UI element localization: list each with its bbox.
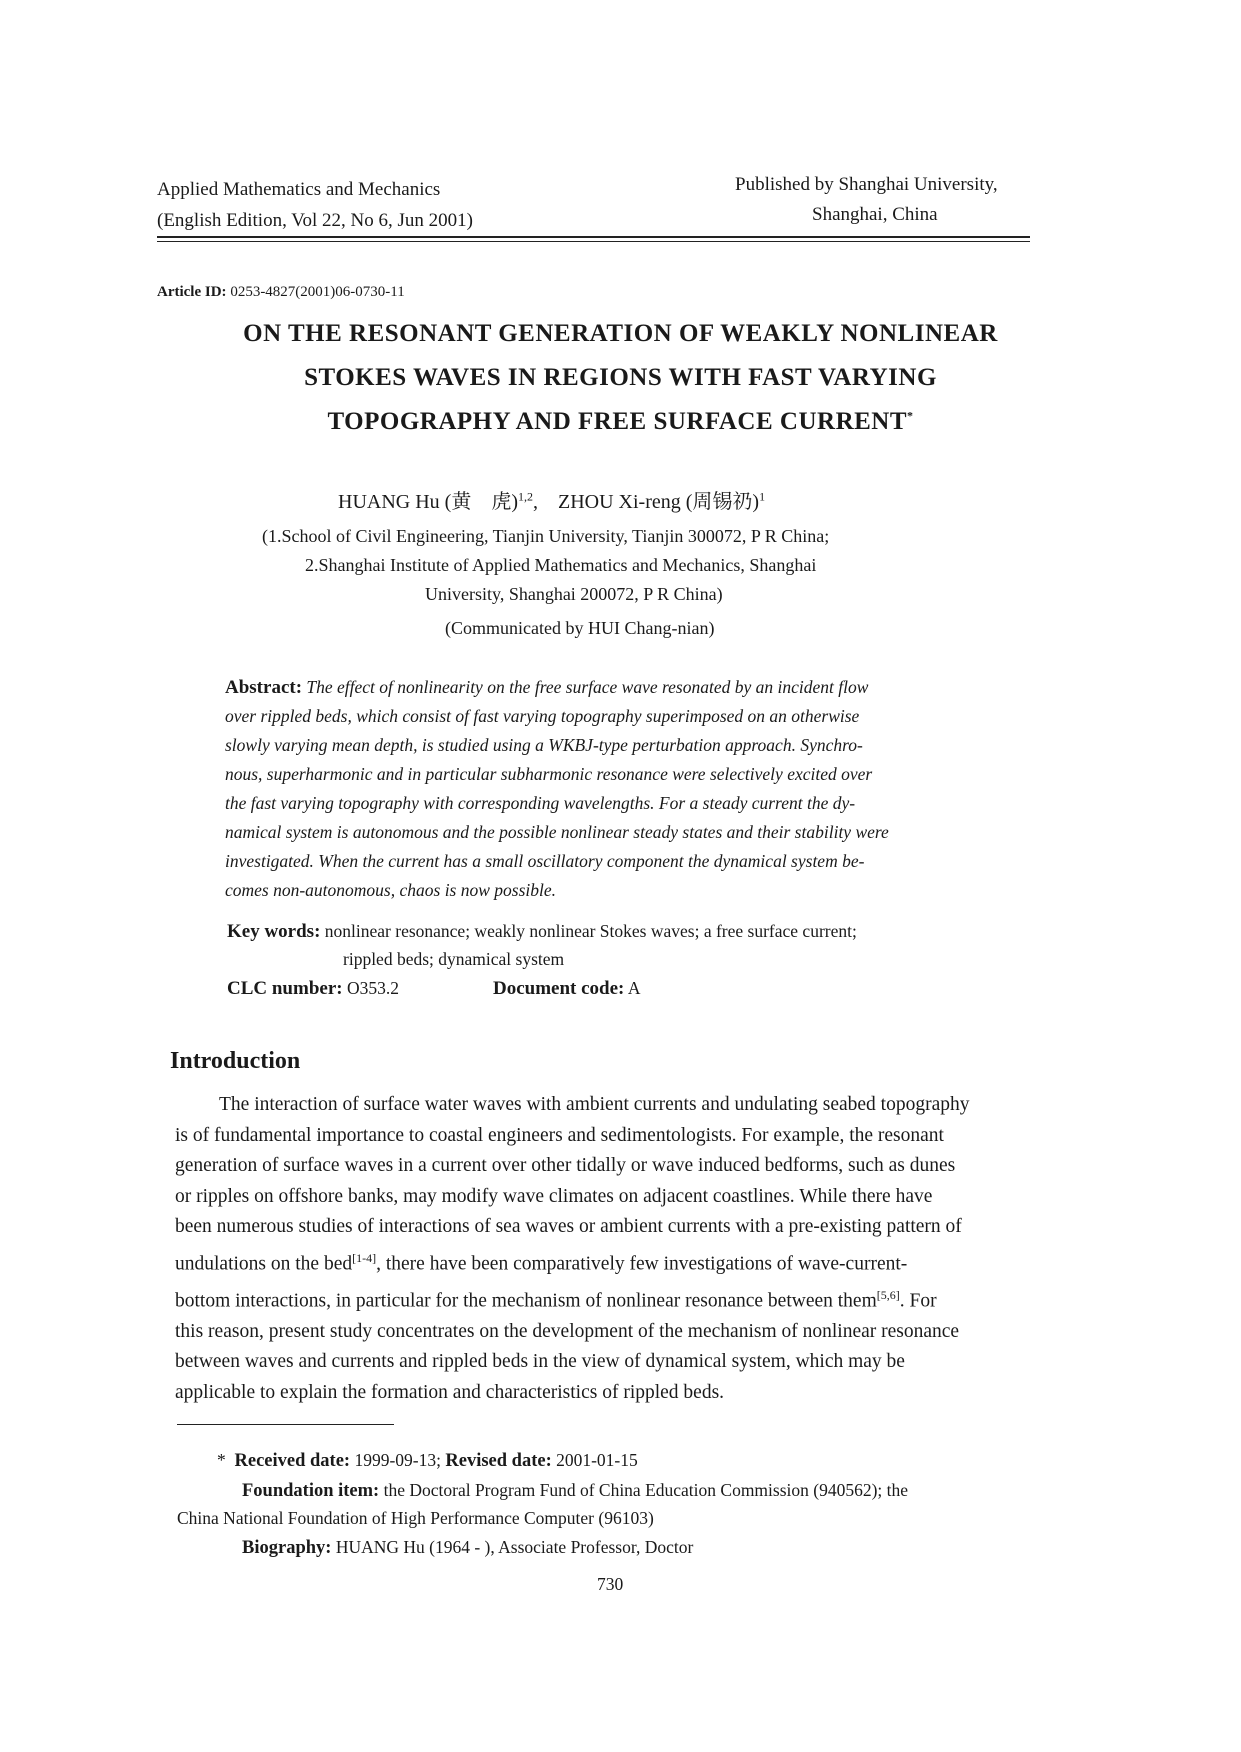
author-1: HUANG Hu (黄 虎) — [338, 491, 518, 513]
intro-line: bottom interactions, in particular for the mechanism of nonlinear resonance between them[5,6]. For — [175, 1287, 937, 1311]
clc-number — [227, 974, 399, 1003]
article-id — [157, 284, 405, 301]
citation-ref[interactable]: [1-4] — [352, 1250, 377, 1265]
title-footnote-mark: * — [907, 408, 914, 423]
author-2: ZHOU Xi-reng (周锡礽) — [557, 491, 760, 513]
intro-line: between waves and currents and rippled beds in the view of dynamical system, which may be — [175, 1351, 905, 1372]
header-rule-bottom — [157, 241, 1030, 242]
abstract-line: over rippled beds, which consist of fast varying topography superimposed on an otherwise — [225, 706, 860, 726]
section-heading-introduction: Introduction — [170, 1048, 301, 1074]
received-date: 1999-09-13; — [354, 1450, 441, 1470]
footnote-foundation — [242, 1476, 908, 1506]
citation-ref[interactable]: [5,6] — [876, 1287, 900, 1302]
abstract-line: Abstract: The effect of nonlinearity on the free surface wave resonated by an incident flow — [225, 677, 869, 698]
footnote-dates — [217, 1446, 638, 1476]
keywords-line-1: nonlinear resonance; weakly nonlinear Stokes waves; a free surface current; — [324, 921, 857, 941]
title-line-2: STOKES WAVES IN REGIONS WITH FAST VARYING — [304, 364, 937, 391]
author-separator: , — [532, 491, 538, 513]
clc-value: O353.2 — [346, 978, 399, 998]
clc-label: CLC number: — [227, 978, 343, 999]
abstract-line: slowly varying mean depth, is studied using a WKBJ-type perturbation approach. Synchro- — [225, 735, 863, 755]
abstract-line: namical system is autonomous and the possible nonlinear steady states and their stability were — [225, 822, 889, 842]
foundation-text: the Doctoral Program Fund of China Education Commission (940562); the — [383, 1480, 909, 1500]
footnote-star: * — [217, 1450, 226, 1470]
journal-edition: (English Edition, Vol 22, No 6, Jun 2001) — [157, 210, 473, 231]
publisher: Published by Shanghai University, — [735, 174, 998, 195]
footnote-rule — [177, 1424, 394, 1425]
biography-label: Biography: — [242, 1538, 332, 1558]
intro-line: The interaction of surface water waves with ambient currents and undulating seabed topography — [219, 1094, 970, 1115]
publisher-location: Shanghai, China — [812, 204, 938, 225]
intro-line: is of fundamental importance to coastal engineers and sedimentologists. For example, the resonant — [175, 1124, 944, 1146]
abstract — [225, 673, 980, 905]
author-2-affil: 1 — [759, 489, 766, 504]
keywords — [227, 917, 857, 946]
foundation-label: Foundation item: — [242, 1481, 380, 1501]
intro-line: undulations on the bed[1-4], there have been comparatively few investigations of wave-current- — [175, 1250, 908, 1274]
title-line-1: ON THE RESONANT GENERATION OF WEAKLY NONLINEAR — [243, 320, 998, 347]
revised-date: 2001-01-15 — [556, 1450, 638, 1470]
intro-line: generation of surface waves in a current over other tidally or wave induced bedforms, such as dunes — [175, 1155, 956, 1176]
document-code-label: Document code: — [493, 978, 625, 999]
abstract-line: comes non-autonomous, chaos is now possible. — [225, 880, 557, 900]
affiliation-2-cont: University, Shanghai 200072, P R China) — [425, 584, 723, 604]
author-list — [338, 485, 765, 514]
document-code-value: A — [627, 978, 641, 998]
author-1-affil: 1,2 — [517, 489, 533, 504]
title-line-3 — [0, 408, 1241, 436]
article-id-label: Article ID: — [157, 284, 227, 300]
intro-line: applicable to explain the formation and characteristics of rippled beds. — [175, 1381, 725, 1403]
page-number: 730 — [597, 1574, 624, 1594]
abstract-label: Abstract: — [225, 677, 303, 698]
header-rule-top — [157, 236, 1030, 238]
received-label: Received date: — [234, 1451, 351, 1471]
revised-label: Revised date: — [445, 1451, 552, 1471]
communicated-by: (Communicated by HUI Chang-nian) — [445, 618, 715, 638]
foundation-text-cont: China National Foundation of High Performance Computer (96103) — [177, 1508, 654, 1528]
keywords-label: Key words: — [227, 921, 321, 942]
affiliation-1: (1.School of Civil Engineering, Tianjin University, Tianjin 300072, P R China; — [262, 526, 830, 546]
abstract-line: the fast varying topography with corresponding wavelengths. For a steady current the dy- — [225, 793, 856, 813]
abstract-line: nous, superharmonic and in particular subharmonic resonance were selectively excited over — [225, 764, 873, 784]
footnote-biography — [242, 1533, 693, 1563]
biography-text: HUANG Hu (1964 - ), Associate Professor, Doctor — [335, 1537, 694, 1557]
intro-line: or ripples on offshore banks, may modify wave climates on adjacent coastlines. While there have — [175, 1185, 933, 1207]
abstract-line: investigated. When the current has a small oscillatory component the dynamical system be- — [225, 851, 865, 871]
title-line-3-text: TOPOGRAPHY AND FREE SURFACE CURRENT — [327, 408, 908, 435]
intro-line: been numerous studies of interactions of sea waves or ambient currents with a pre-existing pattern of — [175, 1216, 962, 1237]
affiliation-2: 2.Shanghai Institute of Applied Mathematics and Mechanics, Shanghai — [305, 555, 817, 575]
intro-line: this reason, present study concentrates on the development of the mechanism of nonlinear resonance — [175, 1320, 960, 1342]
article-id-value: 0253-4827(2001)06-0730-11 — [230, 284, 405, 300]
journal-name: Applied Mathematics and Mechanics — [157, 179, 441, 200]
document-code — [493, 974, 640, 1003]
keywords-line-2: rippled beds; dynamical system — [343, 949, 565, 969]
introduction-body — [175, 1090, 1047, 1408]
